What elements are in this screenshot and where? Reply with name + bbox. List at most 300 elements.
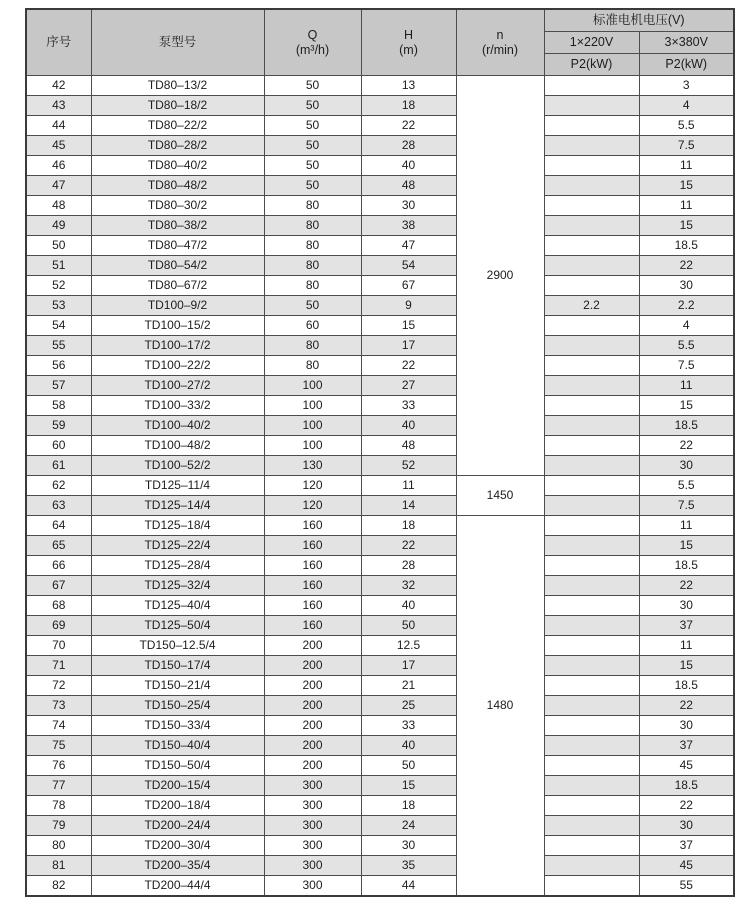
cell-head: 17: [361, 336, 456, 356]
cell-power-380: 18.5: [639, 556, 734, 576]
cell-power-380: 11: [639, 516, 734, 536]
table-row: [26, 316, 734, 336]
table-row: [26, 676, 734, 696]
cell-flow: 200: [264, 716, 361, 736]
cell-power-380: 22: [639, 696, 734, 716]
cell-serial: 74: [26, 716, 91, 736]
cell-serial: 68: [26, 596, 91, 616]
table-row: [26, 136, 734, 156]
cell-power-220: [544, 236, 639, 256]
cell-flow: 80: [264, 276, 361, 296]
cell-head: 15: [361, 316, 456, 336]
cell-power-220: [544, 136, 639, 156]
cell-power-380: 5.5: [639, 336, 734, 356]
cell-flow: 300: [264, 796, 361, 816]
cell-power-380: 37: [639, 836, 734, 856]
cell-model: TD100–27/2: [91, 376, 264, 396]
cell-serial: 50: [26, 236, 91, 256]
cell-power-380: 18.5: [639, 776, 734, 796]
cell-head: 35: [361, 856, 456, 876]
cell-power-220: [544, 196, 639, 216]
cell-serial: 54: [26, 316, 91, 336]
cell-serial: 45: [26, 136, 91, 156]
cell-model: TD150–25/4: [91, 696, 264, 716]
cell-flow: 120: [264, 496, 361, 516]
cell-serial: 69: [26, 616, 91, 636]
cell-serial: 75: [26, 736, 91, 756]
cell-power-380: 30: [639, 816, 734, 836]
cell-head: 50: [361, 756, 456, 776]
cell-flow: 200: [264, 696, 361, 716]
cell-serial: 53: [26, 296, 91, 316]
cell-model: TD80–40/2: [91, 156, 264, 176]
cell-power-220: [544, 516, 639, 536]
cell-power-380: 15: [639, 656, 734, 676]
table-row: [26, 176, 734, 196]
cell-model: TD125–40/4: [91, 596, 264, 616]
table-row: [26, 76, 734, 96]
table-row: [26, 436, 734, 456]
cell-serial: 76: [26, 756, 91, 776]
cell-serial: 47: [26, 176, 91, 196]
cell-head: 9: [361, 296, 456, 316]
cell-head: 11: [361, 476, 456, 496]
cell-serial: 51: [26, 256, 91, 276]
cell-power-380: 22: [639, 256, 734, 276]
table-row: [26, 736, 734, 756]
cell-power-380: 11: [639, 196, 734, 216]
table-row: [26, 416, 734, 436]
cell-head: 40: [361, 596, 456, 616]
cell-serial: 48: [26, 196, 91, 216]
cell-model: TD125–18/4: [91, 516, 264, 536]
cell-power-220: [544, 356, 639, 376]
cell-power-380: 45: [639, 756, 734, 776]
header-head-symbol: H: [403, 28, 414, 43]
cell-power-220: [544, 96, 639, 116]
cell-power-220: [544, 776, 639, 796]
table-row: [26, 636, 734, 656]
header-serial: 序号: [26, 9, 91, 76]
header-flow: [264, 9, 361, 76]
cell-model: TD80–54/2: [91, 256, 264, 276]
cell-power-380: 4: [639, 96, 734, 116]
cell-flow: 100: [264, 396, 361, 416]
cell-power-220: [544, 616, 639, 636]
cell-power-380: 7.5: [639, 496, 734, 516]
cell-speed: 1450: [456, 476, 544, 516]
cell-serial: 61: [26, 456, 91, 476]
cell-flow: 60: [264, 316, 361, 336]
cell-head: 52: [361, 456, 456, 476]
cell-head: 48: [361, 176, 456, 196]
cell-head: 17: [361, 656, 456, 676]
cell-power-220: [544, 836, 639, 856]
cell-head: 67: [361, 276, 456, 296]
cell-head: 33: [361, 716, 456, 736]
cell-model: TD80–38/2: [91, 216, 264, 236]
cell-serial: 65: [26, 536, 91, 556]
cell-power-220: [544, 116, 639, 136]
cell-serial: 59: [26, 416, 91, 436]
cell-power-220: [544, 176, 639, 196]
cell-flow: 160: [264, 536, 361, 556]
cell-flow: 120: [264, 476, 361, 496]
cell-power-220: [544, 596, 639, 616]
cell-head: 22: [361, 536, 456, 556]
header-power-380: P2(kW): [639, 54, 734, 76]
cell-model: TD80–28/2: [91, 136, 264, 156]
table-row: [26, 536, 734, 556]
cell-head: 18: [361, 96, 456, 116]
header-flow-symbol: Q: [307, 28, 318, 43]
cell-flow: 100: [264, 436, 361, 456]
cell-power-220: [544, 436, 639, 456]
cell-power-220: [544, 796, 639, 816]
cell-serial: 72: [26, 676, 91, 696]
cell-power-380: 7.5: [639, 136, 734, 156]
cell-head: 22: [361, 116, 456, 136]
cell-flow: 130: [264, 456, 361, 476]
cell-head: 40: [361, 416, 456, 436]
cell-power-380: 45: [639, 856, 734, 876]
cell-model: TD100–48/2: [91, 436, 264, 456]
cell-flow: 200: [264, 736, 361, 756]
cell-head: 30: [361, 836, 456, 856]
table-row: [26, 496, 734, 516]
cell-power-380: 18.5: [639, 416, 734, 436]
cell-flow: 80: [264, 256, 361, 276]
cell-model: TD150–40/4: [91, 736, 264, 756]
table-row: [26, 356, 734, 376]
cell-serial: 63: [26, 496, 91, 516]
cell-flow: 50: [264, 156, 361, 176]
table-row: [26, 256, 734, 276]
cell-power-380: 37: [639, 616, 734, 636]
cell-power-220: [544, 676, 639, 696]
cell-serial: 78: [26, 796, 91, 816]
cell-model: TD150–21/4: [91, 676, 264, 696]
cell-head: 44: [361, 876, 456, 897]
cell-flow: 80: [264, 356, 361, 376]
cell-power-380: 30: [639, 716, 734, 736]
cell-flow: 300: [264, 856, 361, 876]
cell-head: 28: [361, 556, 456, 576]
cell-model: TD80–18/2: [91, 96, 264, 116]
cell-flow: 50: [264, 176, 361, 196]
table-row: [26, 576, 734, 596]
table-row: [26, 216, 734, 236]
cell-head: 28: [361, 136, 456, 156]
cell-head: 15: [361, 776, 456, 796]
cell-power-380: 15: [639, 396, 734, 416]
cell-power-380: 15: [639, 216, 734, 236]
cell-head: 22: [361, 356, 456, 376]
cell-flow: 100: [264, 376, 361, 396]
table-row: [26, 196, 734, 216]
table-row: [26, 296, 734, 316]
cell-head: 48: [361, 436, 456, 456]
cell-power-220: [544, 456, 639, 476]
table-row: [26, 696, 734, 716]
cell-power-380: 22: [639, 576, 734, 596]
cell-serial: 64: [26, 516, 91, 536]
cell-model: TD80–30/2: [91, 196, 264, 216]
cell-power-220: [544, 276, 639, 296]
cell-flow: 50: [264, 96, 361, 116]
cell-power-220: [544, 716, 639, 736]
cell-serial: 52: [26, 276, 91, 296]
header-speed-unit: (r/min): [481, 42, 519, 57]
cell-head: 32: [361, 576, 456, 596]
cell-model: TD200–18/4: [91, 796, 264, 816]
table-row: [26, 796, 734, 816]
header-head-unit: (m): [399, 42, 418, 57]
table-row: [26, 616, 734, 636]
cell-model: TD80–22/2: [91, 116, 264, 136]
cell-head: 21: [361, 676, 456, 696]
cell-flow: 80: [264, 336, 361, 356]
cell-model: TD200–15/4: [91, 776, 264, 796]
cell-model: TD150–12.5/4: [91, 636, 264, 656]
table-row: [26, 836, 734, 856]
cell-serial: 44: [26, 116, 91, 136]
cell-power-220: [544, 816, 639, 836]
cell-speed: 1480: [456, 516, 544, 897]
cell-model: TD150–33/4: [91, 716, 264, 736]
cell-power-220: [544, 656, 639, 676]
cell-model: TD100–22/2: [91, 356, 264, 376]
table-row: [26, 96, 734, 116]
pump-spec-table: [25, 8, 735, 897]
cell-flow: 80: [264, 196, 361, 216]
cell-flow: 50: [264, 136, 361, 156]
cell-head: 54: [361, 256, 456, 276]
table-row: [26, 656, 734, 676]
cell-serial: 60: [26, 436, 91, 456]
header-voltage-220: 1×220V: [544, 32, 639, 54]
table-row: [26, 556, 734, 576]
cell-power-220: [544, 496, 639, 516]
table-row: [26, 856, 734, 876]
cell-power-220: [544, 856, 639, 876]
cell-power-220: 2.2: [544, 296, 639, 316]
cell-head: 50: [361, 616, 456, 636]
table-row: [26, 336, 734, 356]
cell-power-380: 5.5: [639, 116, 734, 136]
cell-model: TD125–32/4: [91, 576, 264, 596]
cell-power-380: 22: [639, 796, 734, 816]
cell-flow: 50: [264, 76, 361, 96]
cell-flow: 160: [264, 596, 361, 616]
cell-power-380: 11: [639, 156, 734, 176]
table-row: [26, 716, 734, 736]
cell-power-220: [544, 156, 639, 176]
cell-power-220: [544, 756, 639, 776]
cell-power-380: 4: [639, 316, 734, 336]
cell-model: TD80–13/2: [91, 76, 264, 96]
cell-head: 14: [361, 496, 456, 516]
cell-flow: 160: [264, 556, 361, 576]
cell-head: 33: [361, 396, 456, 416]
cell-model: TD100–40/2: [91, 416, 264, 436]
header-power-220: P2(kW): [544, 54, 639, 76]
cell-power-380: 5.5: [639, 476, 734, 496]
cell-serial: 71: [26, 656, 91, 676]
cell-power-380: 15: [639, 176, 734, 196]
cell-model: TD150–17/4: [91, 656, 264, 676]
cell-power-380: 30: [639, 456, 734, 476]
cell-power-380: 18.5: [639, 676, 734, 696]
cell-flow: 100: [264, 416, 361, 436]
cell-head: 18: [361, 796, 456, 816]
table-row: [26, 816, 734, 836]
cell-flow: 50: [264, 296, 361, 316]
cell-power-220: [544, 376, 639, 396]
header-head: [361, 9, 456, 76]
cell-power-380: 18.5: [639, 236, 734, 256]
cell-head: 13: [361, 76, 456, 96]
table-row: [26, 456, 734, 476]
cell-flow: 300: [264, 836, 361, 856]
header-voltage-380: 3×380V: [639, 32, 734, 54]
cell-serial: 73: [26, 696, 91, 716]
cell-flow: 80: [264, 216, 361, 236]
cell-power-380: 30: [639, 276, 734, 296]
table-row: [26, 876, 734, 897]
cell-head: 40: [361, 156, 456, 176]
cell-flow: 200: [264, 756, 361, 776]
cell-model: TD80–67/2: [91, 276, 264, 296]
header-model: 泵型号: [91, 9, 264, 76]
cell-serial: 82: [26, 876, 91, 897]
cell-power-380: 2.2: [639, 296, 734, 316]
cell-serial: 66: [26, 556, 91, 576]
cell-model: TD125–28/4: [91, 556, 264, 576]
cell-power-220: [544, 536, 639, 556]
cell-model: TD200–24/4: [91, 816, 264, 836]
cell-model: TD125–22/4: [91, 536, 264, 556]
cell-model: TD125–50/4: [91, 616, 264, 636]
table-row: [26, 236, 734, 256]
cell-serial: 79: [26, 816, 91, 836]
cell-power-380: 15: [639, 536, 734, 556]
cell-flow: 50: [264, 116, 361, 136]
cell-power-380: 11: [639, 376, 734, 396]
cell-power-380: 37: [639, 736, 734, 756]
cell-power-220: [544, 256, 639, 276]
cell-power-220: [544, 576, 639, 596]
table-row: [26, 516, 734, 536]
table-row: [26, 396, 734, 416]
cell-serial: 58: [26, 396, 91, 416]
cell-model: TD125–11/4: [91, 476, 264, 496]
table-row: [26, 756, 734, 776]
table-row: [26, 476, 734, 496]
cell-power-380: 30: [639, 596, 734, 616]
cell-flow: 200: [264, 636, 361, 656]
cell-power-220: [544, 416, 639, 436]
table-row: [26, 276, 734, 296]
cell-flow: 80: [264, 236, 361, 256]
cell-head: 40: [361, 736, 456, 756]
cell-power-220: [544, 216, 639, 236]
cell-model: TD200–30/4: [91, 836, 264, 856]
cell-serial: 70: [26, 636, 91, 656]
header-speed-symbol: n: [496, 28, 504, 43]
cell-serial: 77: [26, 776, 91, 796]
table-row: [26, 116, 734, 136]
cell-power-220: [544, 636, 639, 656]
cell-model: TD100–52/2: [91, 456, 264, 476]
cell-flow: 160: [264, 516, 361, 536]
cell-head: 24: [361, 816, 456, 836]
table-header: [26, 9, 734, 76]
cell-serial: 49: [26, 216, 91, 236]
header-voltage-group: 标准电机电压(V): [544, 9, 734, 32]
cell-serial: 55: [26, 336, 91, 356]
cell-model: TD80–48/2: [91, 176, 264, 196]
cell-model: TD100–33/2: [91, 396, 264, 416]
cell-flow: 160: [264, 576, 361, 596]
cell-head: 18: [361, 516, 456, 536]
cell-power-220: [544, 76, 639, 96]
table-body: [26, 76, 734, 897]
cell-serial: 57: [26, 376, 91, 396]
table-row: [26, 776, 734, 796]
cell-head: 47: [361, 236, 456, 256]
cell-model: TD100–9/2: [91, 296, 264, 316]
cell-serial: 56: [26, 356, 91, 376]
cell-serial: 67: [26, 576, 91, 596]
table-row: [26, 156, 734, 176]
cell-power-220: [544, 396, 639, 416]
cell-power-380: 7.5: [639, 356, 734, 376]
cell-model: TD100–15/2: [91, 316, 264, 336]
cell-model: TD200–44/4: [91, 876, 264, 897]
cell-speed: 2900: [456, 76, 544, 476]
cell-serial: 62: [26, 476, 91, 496]
cell-power-220: [544, 556, 639, 576]
table-row: [26, 376, 734, 396]
cell-model: TD80–47/2: [91, 236, 264, 256]
cell-head: 27: [361, 376, 456, 396]
cell-flow: 300: [264, 816, 361, 836]
cell-head: 12.5: [361, 636, 456, 656]
cell-flow: 160: [264, 616, 361, 636]
cell-power-220: [544, 876, 639, 897]
cell-serial: 80: [26, 836, 91, 856]
cell-serial: 46: [26, 156, 91, 176]
cell-serial: 43: [26, 96, 91, 116]
cell-model: TD125–14/4: [91, 496, 264, 516]
cell-power-220: [544, 336, 639, 356]
table-row: [26, 596, 734, 616]
cell-model: TD100–17/2: [91, 336, 264, 356]
cell-head: 30: [361, 196, 456, 216]
cell-power-380: 11: [639, 636, 734, 656]
cell-power-220: [544, 476, 639, 496]
cell-serial: 81: [26, 856, 91, 876]
cell-head: 25: [361, 696, 456, 716]
cell-power-220: [544, 696, 639, 716]
cell-flow: 300: [264, 876, 361, 897]
header-speed: [456, 9, 544, 76]
cell-head: 38: [361, 216, 456, 236]
cell-power-380: 3: [639, 76, 734, 96]
cell-flow: 300: [264, 776, 361, 796]
cell-model: TD150–50/4: [91, 756, 264, 776]
